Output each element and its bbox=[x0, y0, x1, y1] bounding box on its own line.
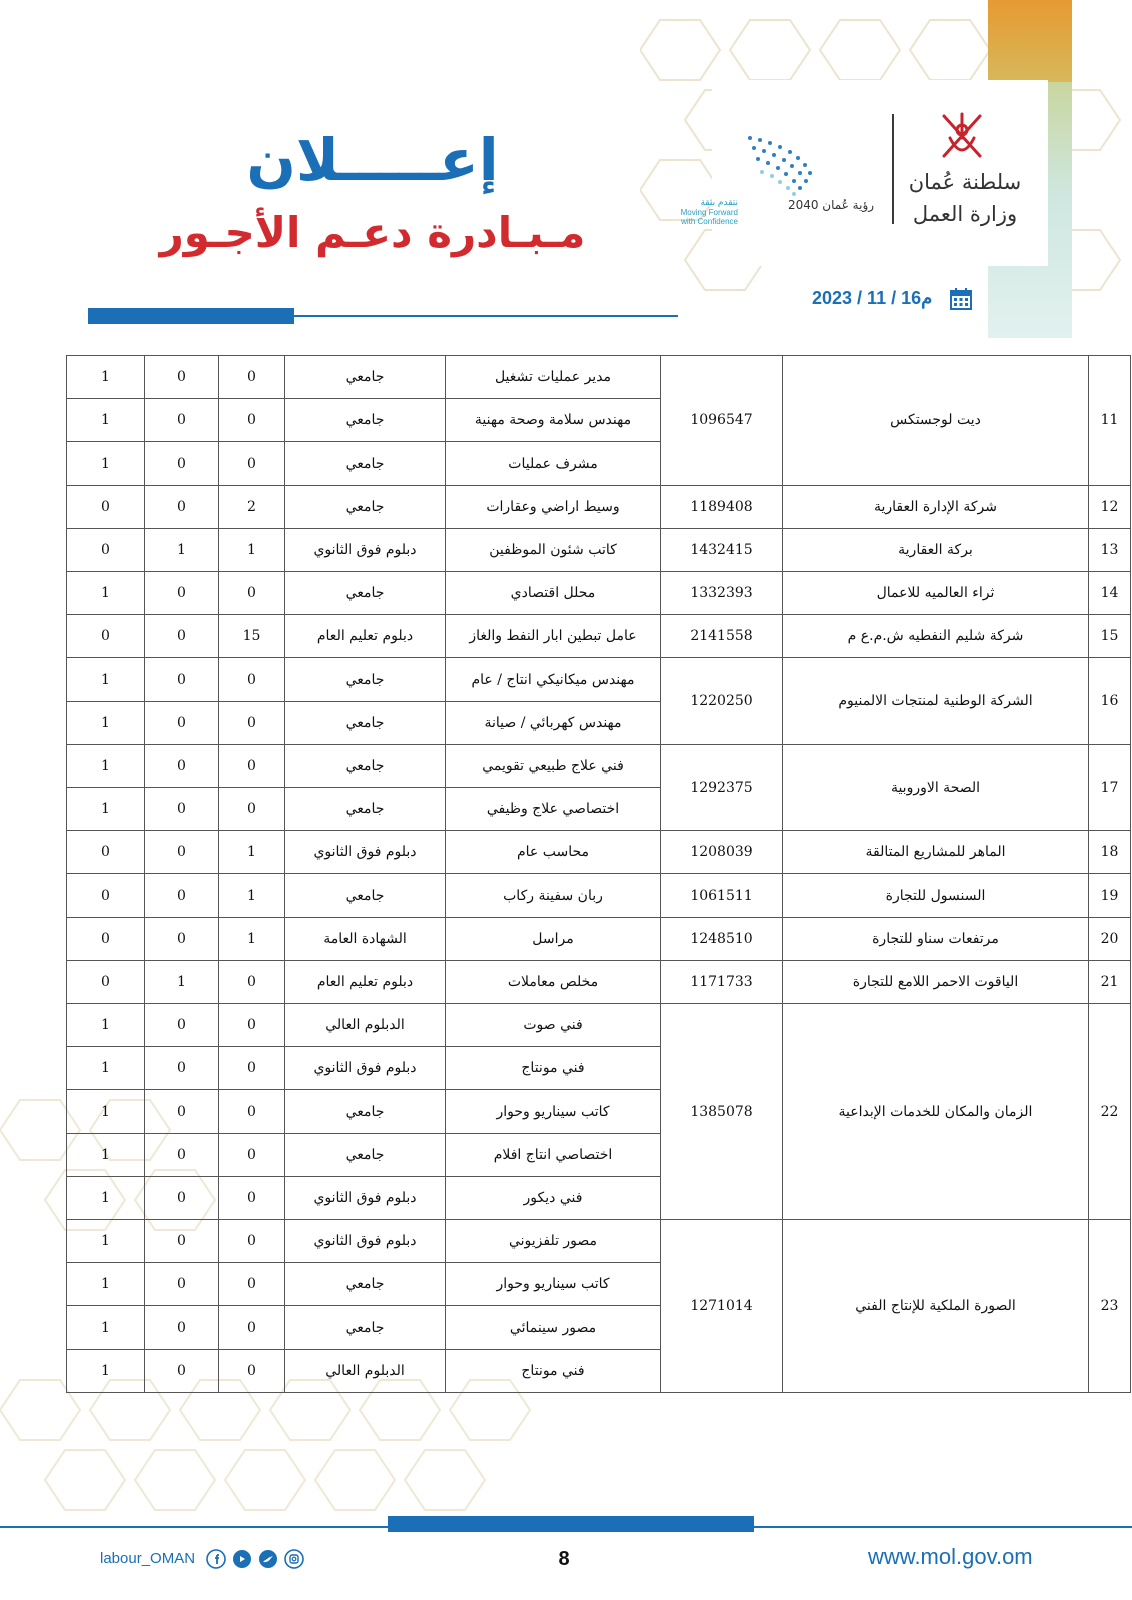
education-level-cell: جامعي bbox=[285, 356, 446, 399]
ministry-of-labour-logo bbox=[892, 108, 1032, 238]
announcement-date: 2023 / 11 / 16م bbox=[812, 288, 933, 308]
company-name-cell: ثراء العالميه للاعمال bbox=[783, 572, 1089, 615]
company-name-cell: الصحة الاوروبية bbox=[783, 744, 1089, 830]
count-cell-a: 0 bbox=[219, 1090, 285, 1133]
count-cell-b: 0 bbox=[145, 1133, 219, 1176]
company-name-cell: السنسول للتجارة bbox=[783, 874, 1089, 917]
job-title-cell: وسيط اراضي وعقارات bbox=[446, 485, 661, 528]
youtube-icon[interactable] bbox=[232, 1549, 252, 1569]
table-row bbox=[67, 1004, 1131, 1047]
education-level-cell: جامعي bbox=[285, 744, 446, 787]
row-number-cell: 21 bbox=[1089, 960, 1131, 1003]
count-cell-a: 0 bbox=[219, 1133, 285, 1176]
website-link[interactable]: www.mol.gov.om bbox=[868, 1544, 1033, 1569]
job-title-cell: مهندس ميكانيكي انتاج / عام bbox=[446, 658, 661, 701]
count-cell-a: 1 bbox=[219, 874, 285, 917]
table-row bbox=[67, 744, 1131, 787]
count-cell-c: 1 bbox=[67, 1133, 145, 1176]
count-cell-c: 1 bbox=[67, 572, 145, 615]
vision-tagline-ar: نتقدم بثقة bbox=[700, 198, 738, 208]
count-cell-c: 0 bbox=[67, 485, 145, 528]
count-cell-c: 1 bbox=[67, 1176, 145, 1219]
education-level-cell: جامعي bbox=[285, 485, 446, 528]
title-rule-thick bbox=[88, 308, 294, 324]
footer-bar bbox=[388, 1516, 754, 1532]
count-cell-c: 1 bbox=[67, 1263, 145, 1306]
jobs-table-body bbox=[67, 356, 1131, 1393]
count-cell-b: 1 bbox=[145, 528, 219, 571]
job-title-cell: محلل اقتصادي bbox=[446, 572, 661, 615]
logo-divider bbox=[892, 114, 894, 224]
job-title-cell: مصور تلفزيوني bbox=[446, 1220, 661, 1263]
count-cell-c: 1 bbox=[67, 788, 145, 831]
oman-emblem-icon bbox=[892, 108, 1032, 168]
education-level-cell: دبلوم فوق الثانوي bbox=[285, 831, 446, 874]
row-number-cell: 17 bbox=[1089, 744, 1131, 830]
table-row bbox=[67, 874, 1131, 917]
education-level-cell: جامعي bbox=[285, 442, 446, 485]
count-cell-b: 0 bbox=[145, 744, 219, 787]
count-cell-b: 0 bbox=[145, 1176, 219, 1219]
count-cell-a: 15 bbox=[219, 615, 285, 658]
count-cell-b: 0 bbox=[145, 917, 219, 960]
company-name-cell: شركة شليم النفطيه ش.م.ع م bbox=[783, 615, 1089, 658]
count-cell-c: 1 bbox=[67, 744, 145, 787]
count-cell-c: 1 bbox=[67, 701, 145, 744]
job-title-cell: مراسل bbox=[446, 917, 661, 960]
commercial-register-cell: 1171733 bbox=[661, 960, 783, 1003]
job-title-cell: كاتب سيناريو وحوار bbox=[446, 1090, 661, 1133]
count-cell-b: 0 bbox=[145, 1263, 219, 1306]
count-cell-c: 1 bbox=[67, 658, 145, 701]
education-level-cell: جامعي bbox=[285, 572, 446, 615]
count-cell-b: 0 bbox=[145, 1004, 219, 1047]
jobs-table bbox=[66, 355, 1131, 1393]
count-cell-a: 1 bbox=[219, 528, 285, 571]
twitter-icon[interactable] bbox=[258, 1549, 278, 1569]
commercial-register-cell: 1096547 bbox=[661, 356, 783, 486]
vision-label: رؤية عُمان 2040 bbox=[787, 198, 875, 212]
table-row bbox=[67, 658, 1131, 701]
count-cell-a: 0 bbox=[219, 1047, 285, 1090]
table-row bbox=[67, 917, 1131, 960]
ministry-line-1: سلطنة عُمان bbox=[908, 170, 1022, 194]
count-cell-a: 0 bbox=[219, 1349, 285, 1392]
commercial-register-cell: 1385078 bbox=[661, 1004, 783, 1220]
commercial-register-cell: 1189408 bbox=[661, 485, 783, 528]
count-cell-c: 1 bbox=[67, 1306, 145, 1349]
job-title-cell: اختصاصي انتاج افلام bbox=[446, 1133, 661, 1176]
job-title-cell: محاسب عام bbox=[446, 831, 661, 874]
oman-vision-2040-logo bbox=[680, 128, 880, 232]
job-title-cell: فني مونتاج bbox=[446, 1047, 661, 1090]
job-title-cell: ربان سفينة ركاب bbox=[446, 874, 661, 917]
count-cell-b: 0 bbox=[145, 1349, 219, 1392]
count-cell-a: 0 bbox=[219, 960, 285, 1003]
education-level-cell: دبلوم فوق الثانوي bbox=[285, 1220, 446, 1263]
count-cell-b: 0 bbox=[145, 356, 219, 399]
count-cell-b: 0 bbox=[145, 701, 219, 744]
count-cell-b: 0 bbox=[145, 1220, 219, 1263]
row-number-cell: 13 bbox=[1089, 528, 1131, 571]
page-number: 8 bbox=[558, 1548, 570, 1570]
count-cell-b: 0 bbox=[145, 572, 219, 615]
job-title-cell: مصور سينمائي bbox=[446, 1306, 661, 1349]
commercial-register-cell: 1220250 bbox=[661, 658, 783, 744]
table-row bbox=[67, 615, 1131, 658]
vision-tagline-en-1: Moving Forward bbox=[680, 208, 738, 217]
row-number-cell: 23 bbox=[1089, 1220, 1131, 1393]
row-number-cell: 19 bbox=[1089, 874, 1131, 917]
job-title-cell: فني ديكور bbox=[446, 1176, 661, 1219]
count-cell-c: 1 bbox=[67, 399, 145, 442]
job-title-cell: مخلص معاملات bbox=[446, 960, 661, 1003]
row-number-cell: 20 bbox=[1089, 917, 1131, 960]
vision-tagline-en-2: with Confidence bbox=[681, 217, 738, 226]
company-name-cell: الماهر للمشاريع المتالقة bbox=[783, 831, 1089, 874]
education-level-cell: جامعي bbox=[285, 874, 446, 917]
count-cell-a: 1 bbox=[219, 917, 285, 960]
count-cell-b: 0 bbox=[145, 874, 219, 917]
table-row bbox=[67, 960, 1131, 1003]
commercial-register-cell: 1271014 bbox=[661, 1220, 783, 1393]
count-cell-c: 0 bbox=[67, 874, 145, 917]
count-cell-a: 0 bbox=[219, 1176, 285, 1219]
education-level-cell: جامعي bbox=[285, 701, 446, 744]
count-cell-a: 0 bbox=[219, 744, 285, 787]
count-cell-c: 1 bbox=[67, 356, 145, 399]
count-cell-a: 0 bbox=[219, 658, 285, 701]
count-cell-a: 0 bbox=[219, 1306, 285, 1349]
company-name-cell: ديت لوجستكس bbox=[783, 356, 1089, 486]
social-icons bbox=[206, 1549, 304, 1569]
calendar-icon bbox=[950, 288, 972, 310]
count-cell-b: 0 bbox=[145, 831, 219, 874]
facebook-icon[interactable] bbox=[206, 1549, 226, 1569]
education-level-cell: دبلوم تعليم العام bbox=[285, 615, 446, 658]
count-cell-c: 0 bbox=[67, 615, 145, 658]
row-number-cell: 16 bbox=[1089, 658, 1131, 744]
count-cell-b: 0 bbox=[145, 615, 219, 658]
job-title-cell: اختصاصي علاج وظيفي bbox=[446, 788, 661, 831]
count-cell-a: 0 bbox=[219, 1220, 285, 1263]
education-level-cell: الشهادة العامة bbox=[285, 917, 446, 960]
job-title-cell: كاتب شئون الموظفين bbox=[446, 528, 661, 571]
count-cell-a: 1 bbox=[219, 831, 285, 874]
job-title-cell: مدير عمليات تشغيل bbox=[446, 356, 661, 399]
title-rule-thin bbox=[294, 315, 678, 317]
company-name-cell: الزمان والمكان للخدمات الإبداعية bbox=[783, 1004, 1089, 1220]
education-level-cell: جامعي bbox=[285, 1263, 446, 1306]
count-cell-c: 0 bbox=[67, 960, 145, 1003]
count-cell-c: 0 bbox=[67, 528, 145, 571]
row-number-cell: 14 bbox=[1089, 572, 1131, 615]
job-title-cell: مهندس كهربائي / صيانة bbox=[446, 701, 661, 744]
row-number-cell: 11 bbox=[1089, 356, 1131, 486]
company-name-cell: الشركة الوطنية لمنتجات الالمنيوم bbox=[783, 658, 1089, 744]
education-level-cell: جامعي bbox=[285, 399, 446, 442]
education-level-cell: جامعي bbox=[285, 1306, 446, 1349]
education-level-cell: دبلوم فوق الثانوي bbox=[285, 1176, 446, 1219]
row-number-cell: 12 bbox=[1089, 485, 1131, 528]
company-name-cell: الياقوت الاحمر اللامع للتجارة bbox=[783, 960, 1089, 1003]
job-title-cell: مشرف عمليات bbox=[446, 442, 661, 485]
job-title-cell: فني مونتاج bbox=[446, 1349, 661, 1392]
company-name-cell: بركة العقارية bbox=[783, 528, 1089, 571]
education-level-cell: جامعي bbox=[285, 1090, 446, 1133]
ministry-line-2: وزارة العمل bbox=[912, 202, 1018, 226]
education-level-cell: دبلوم فوق الثانوي bbox=[285, 1047, 446, 1090]
commercial-register-cell: 1332393 bbox=[661, 572, 783, 615]
education-level-cell: جامعي bbox=[285, 1133, 446, 1176]
table-row bbox=[67, 572, 1131, 615]
table-row bbox=[67, 528, 1131, 571]
education-level-cell: جامعي bbox=[285, 658, 446, 701]
table-row bbox=[67, 831, 1131, 874]
commercial-register-cell: 1292375 bbox=[661, 744, 783, 830]
count-cell-b: 0 bbox=[145, 658, 219, 701]
company-name-cell: مرتفعات سناو للتجارة bbox=[783, 917, 1089, 960]
count-cell-a: 0 bbox=[219, 701, 285, 744]
count-cell-a: 0 bbox=[219, 1004, 285, 1047]
job-title-cell: فني صوت bbox=[446, 1004, 661, 1047]
job-title-cell: فني علاج طبيعي تقويمي bbox=[446, 744, 661, 787]
count-cell-a: 0 bbox=[219, 399, 285, 442]
company-name-cell: الصورة الملكية للإنتاج الفني bbox=[783, 1220, 1089, 1393]
count-cell-c: 1 bbox=[67, 442, 145, 485]
count-cell-c: 0 bbox=[67, 917, 145, 960]
count-cell-b: 0 bbox=[145, 1306, 219, 1349]
company-name-cell: شركة الإدارة العقارية bbox=[783, 485, 1089, 528]
social-handle[interactable]: labour_OMAN bbox=[100, 1550, 196, 1567]
count-cell-b: 0 bbox=[145, 442, 219, 485]
commercial-register-cell: 1432415 bbox=[661, 528, 783, 571]
page-subtitle: مـبـادرة دعـم الأجـور bbox=[159, 208, 586, 257]
education-level-cell: الدبلوم العالي bbox=[285, 1004, 446, 1047]
commercial-register-cell: 1248510 bbox=[661, 917, 783, 960]
commercial-register-cell: 2141558 bbox=[661, 615, 783, 658]
count-cell-c: 1 bbox=[67, 1004, 145, 1047]
page-title: إعـــــلان bbox=[246, 126, 499, 194]
job-title-cell: كاتب سيناريو وحوار bbox=[446, 1263, 661, 1306]
table-row bbox=[67, 1220, 1131, 1263]
row-number-cell: 18 bbox=[1089, 831, 1131, 874]
count-cell-b: 0 bbox=[145, 1090, 219, 1133]
education-level-cell: جامعي bbox=[285, 788, 446, 831]
count-cell-a: 0 bbox=[219, 572, 285, 615]
commercial-register-cell: 1208039 bbox=[661, 831, 783, 874]
count-cell-c: 1 bbox=[67, 1349, 145, 1392]
table-row bbox=[67, 356, 1131, 399]
count-cell-a: 0 bbox=[219, 356, 285, 399]
count-cell-c: 0 bbox=[67, 831, 145, 874]
row-number-cell: 22 bbox=[1089, 1004, 1131, 1220]
count-cell-b: 0 bbox=[145, 788, 219, 831]
count-cell-c: 1 bbox=[67, 1220, 145, 1263]
count-cell-b: 0 bbox=[145, 1047, 219, 1090]
row-number-cell: 15 bbox=[1089, 615, 1131, 658]
job-title-cell: عامل تبطين ابار النفط والغاز bbox=[446, 615, 661, 658]
count-cell-a: 0 bbox=[219, 442, 285, 485]
count-cell-b: 0 bbox=[145, 399, 219, 442]
education-level-cell: دبلوم فوق الثانوي bbox=[285, 528, 446, 571]
instagram-icon[interactable] bbox=[284, 1549, 304, 1569]
count-cell-b: 0 bbox=[145, 485, 219, 528]
count-cell-c: 1 bbox=[67, 1047, 145, 1090]
job-title-cell: مهندس سلامة وصحة مهنية bbox=[446, 399, 661, 442]
corner-accent-orange bbox=[988, 0, 1072, 82]
count-cell-c: 1 bbox=[67, 1090, 145, 1133]
education-level-cell: دبلوم تعليم العام bbox=[285, 960, 446, 1003]
education-level-cell: الدبلوم العالي bbox=[285, 1349, 446, 1392]
table-row bbox=[67, 485, 1131, 528]
count-cell-b: 1 bbox=[145, 960, 219, 1003]
commercial-register-cell: 1061511 bbox=[661, 874, 783, 917]
count-cell-a: 2 bbox=[219, 485, 285, 528]
count-cell-a: 0 bbox=[219, 788, 285, 831]
count-cell-a: 0 bbox=[219, 1263, 285, 1306]
